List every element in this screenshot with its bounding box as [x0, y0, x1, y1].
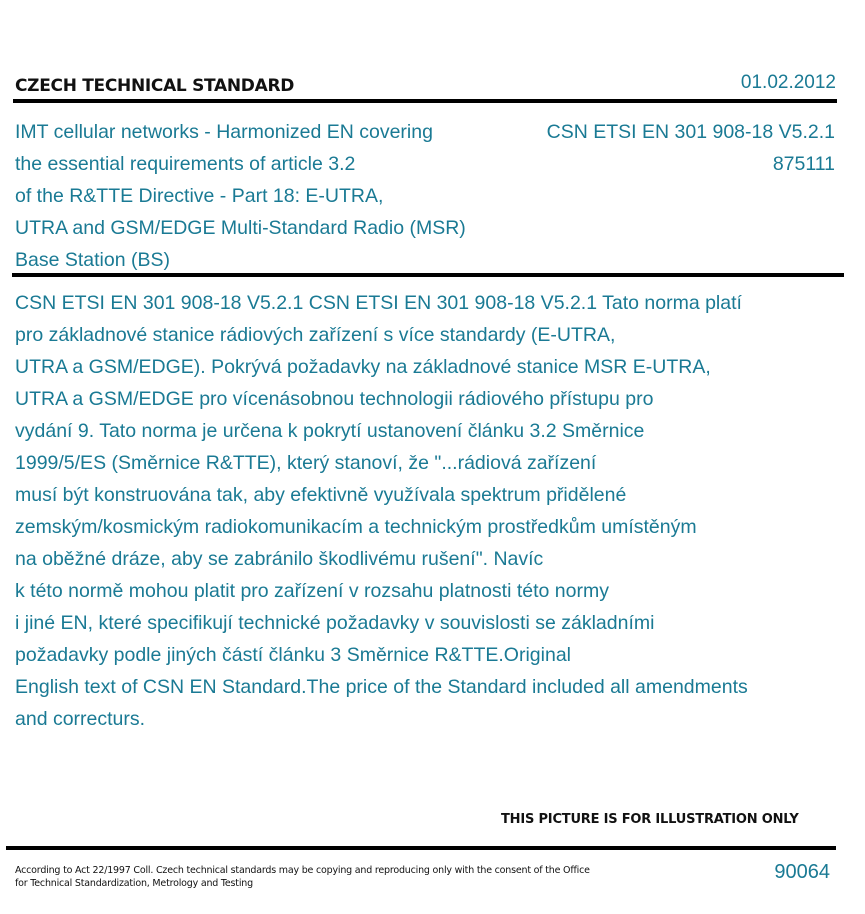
abstract-line: UTRA a GSM/EDGE pro vícenásobnou technologii rádiového přístupu pro [15, 388, 654, 410]
abstract-line: and correcturs. [15, 708, 146, 730]
footer-line: for Technical Standardization, Metrology and Testing [15, 878, 253, 889]
abstract-line: 1999/5/ES (Směrnice R&TTE), který stanoví, že "...rádiová zařízení [15, 452, 597, 474]
standard-codes [547, 116, 835, 180]
standard-title [15, 116, 535, 276]
title-line: IMT cellular networks - Harmonized EN covering [15, 121, 433, 143]
abstract-line: UTRA a GSM/EDGE). Pokrývá požadavky na základnové stanice MSR E-UTRA, [15, 356, 711, 378]
title-line: the essential requirements of article 3.2 [15, 153, 356, 175]
footer-divider [6, 846, 836, 850]
title-line: Base Station (BS) [15, 249, 170, 271]
header-divider [13, 99, 837, 103]
illustration-note: THIS PICTURE IS FOR ILLUSTRATION ONLY [501, 812, 799, 827]
header-label: CZECH TECHNICAL STANDARD [15, 76, 295, 96]
standard-abstract [15, 287, 845, 735]
abstract-line: k této normě mohou platit pro zařízení v rozsahu platnosti této normy [15, 580, 609, 602]
footer-legal-note [15, 864, 590, 890]
abstract-line: musí být konstruována tak, aby efektivně využívala spektrum přidělené [15, 484, 627, 506]
title-line: UTRA and GSM/EDGE Multi-Standard Radio (MSR) [15, 217, 466, 239]
footer-number: 90064 [774, 861, 830, 883]
catalog-number: 875111 [772, 153, 835, 175]
abstract-line: zemským/kosmickým radiokomunikacím a technickým prostředkům umístěným [15, 516, 697, 538]
abstract-line: na oběžné dráze, aby se zabránilo škodlivému rušení". Navíc [15, 548, 544, 570]
abstract-line: i jiné EN, které specifikují technické požadavky v souvislosti se základními [15, 612, 655, 634]
title-line: of the R&TTE Directive - Part 18: E-UTRA, [15, 185, 384, 207]
footer-line: According to Act 22/1997 Coll. Czech technical standards may be copying and reproducing only with the consent of the Office [15, 865, 590, 876]
abstract-line: pro základnové stanice rádiových zařízení s více standardy (E-UTRA, [15, 324, 616, 346]
publication-date: 01.02.2012 [740, 72, 836, 93]
abstract-line: požadavky podle jiných částí článku 3 Směrnice R&TTE.Original [15, 644, 571, 666]
title-divider [12, 273, 844, 277]
abstract-line: English text of CSN EN Standard.The price of the Standard included all amendments [15, 676, 748, 698]
standard-designation: CSN ETSI EN 301 908-18 V5.2.1 [546, 121, 835, 143]
abstract-line: vydání 9. Tato norma je určena k pokrytí ustanovení článku 3.2 Směrnice [15, 420, 645, 442]
abstract-line: CSN ETSI EN 301 908-18 V5.2.1 CSN ETSI EN 301 908-18 V5.2.1 Tato norma platí [15, 292, 742, 314]
